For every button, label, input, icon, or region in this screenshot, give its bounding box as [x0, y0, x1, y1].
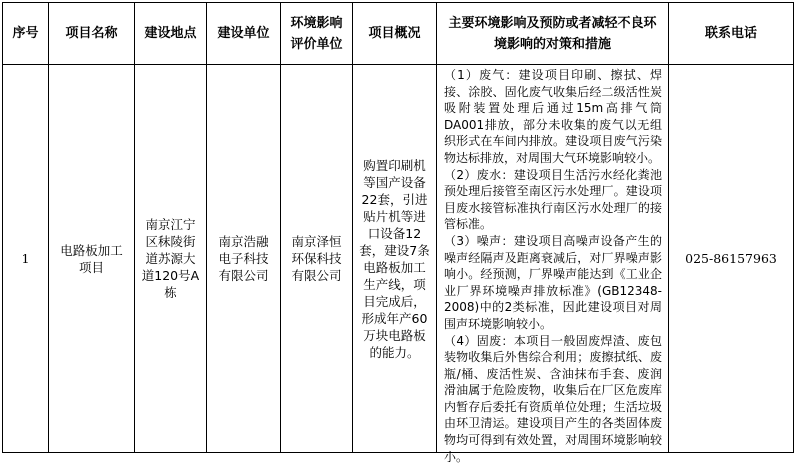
measure-solid-waste: （4）固废：本项目一般固废焊渣、废包装物收集后外售综合利用；废擦拭纸、废瓶/桶、废活性炭、含油抹布手套、废润滑油属于危险废物，收集后在厂区危废库内暂存后委托有资质单位处理；生活垃圾由环卫清运。建设项目产生的各类固体废物均可得到有效处置，对周围环境影响较小。: [444, 333, 662, 465]
cell-index: 1: [3, 65, 49, 452]
eia-public-table: [2, 2, 794, 453]
header-eia-unit: 环境影响评价单位: [281, 3, 353, 65]
cell-builder: 南京浩融电子科技有限公司: [207, 65, 281, 452]
measure-exhaust-gas: （1）废气：建设项目印刷、擦拭、焊接、涂胶、固化废气收集后经二级活性炭吸附装置处理后通过15m高排气筒DA001排放，部分未收集的废气以无组织形式在车间内排放。建设项目废气污染物达标排放，对周围大气环境影响较小。: [444, 67, 662, 167]
cell-eia-unit: 南京泽恒环保科技有限公司: [281, 65, 353, 452]
cell-location: 南京江宁区秣陵街道苏源大道120号A栋: [135, 65, 207, 452]
measure-wastewater: （2）废水：建设项目生活污水经化粪池预处理后接管至南区污水处理厂。建设项目废水接管标准执行南区污水处理厂的接管标准。: [444, 167, 662, 233]
measure-noise: （3）噪声：建设项目高噪声设备产生的噪声经隔声及距离衰减后，对厂界噪声影响小。经预测，厂界噪声能达到《工业企业厂界环境噪声排放标准》(GB12348-2008)中的2类标准，因此建设项目对周围声环境影响较小。: [444, 233, 662, 333]
header-overview: 项目概况: [353, 3, 437, 65]
header-phone: 联系电话: [669, 3, 793, 65]
cell-measures: [437, 65, 669, 452]
header-builder: 建设单位: [207, 3, 281, 65]
header-location: 建设地点: [135, 3, 207, 65]
header-index: 序号: [3, 3, 49, 65]
cell-project-name: 电路板加工项目: [49, 65, 135, 452]
cell-phone: 025-86157963: [669, 65, 793, 452]
cell-overview: 购置印刷机等国产设备22套，引进贴片机等进口设备12套，建设7条电路板加工生产线，项目完成后，形成年产60万块电路板的能力。: [353, 65, 437, 452]
header-measures: 主要环境影响及预防或者减轻不良环境影响的对策和措施: [437, 3, 669, 65]
header-project-name: 项目名称: [49, 3, 135, 65]
